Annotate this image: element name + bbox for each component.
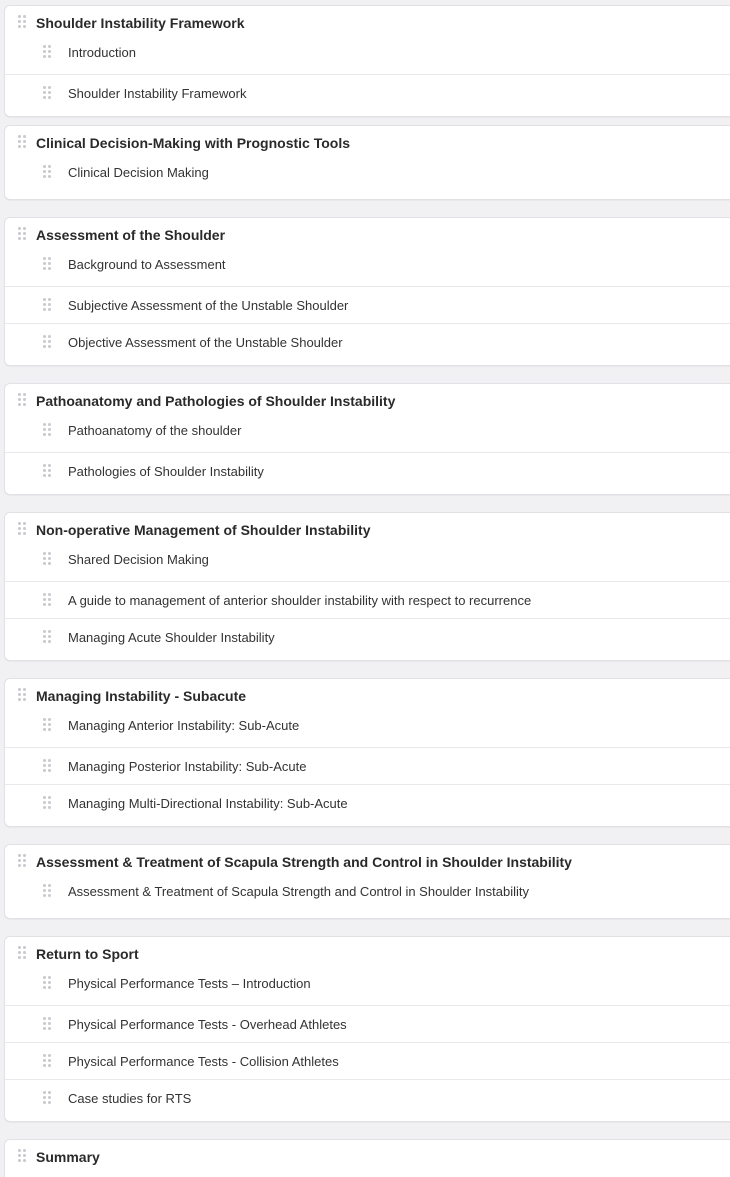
lesson-row[interactable] [5,784,730,821]
module-header[interactable] [5,384,730,416]
module-card[interactable] [4,217,730,366]
module-footer-spacer [5,360,730,365]
module-title: Assessment & Treatment of Scapula Strength and Control in Shoulder Instability [36,854,572,870]
lesson-row[interactable] [5,877,730,913]
drag-handle-icon[interactable] [18,135,26,149]
drag-handle-icon[interactable] [43,423,51,437]
lesson-title: Shared Decision Making [68,552,209,567]
drag-handle-icon[interactable] [18,393,26,407]
drag-handle-icon[interactable] [43,884,51,898]
drag-handle-icon[interactable] [18,15,26,29]
drag-handle-icon[interactable] [43,593,51,607]
lesson-row[interactable] [5,581,730,618]
drag-handle-icon[interactable] [18,522,26,536]
drag-handle-icon[interactable] [43,1091,51,1105]
drag-handle-icon[interactable] [43,45,51,59]
lesson-title: Shoulder Instability Framework [68,86,247,101]
drag-handle-icon[interactable] [18,854,26,868]
drag-handle-icon[interactable] [43,464,51,478]
drag-handle-icon[interactable] [43,630,51,644]
module-card[interactable] [4,383,730,495]
drag-handle-icon[interactable] [43,796,51,810]
module-header[interactable] [5,679,730,711]
lesson-title: Objective Assessment of the Unstable Shoulder [68,335,343,350]
lesson-title: Clinical Decision Making [68,165,209,180]
module-footer-spacer [5,194,730,199]
lesson-title: Physical Performance Tests - Overhead Athletes [68,1017,347,1032]
drag-handle-icon[interactable] [18,227,26,241]
lesson-row[interactable] [5,747,730,784]
lesson-row[interactable] [5,1005,730,1042]
lesson-title: Pathoanatomy of the shoulder [68,423,242,438]
module-title: Non-operative Management of Shoulder Instability [36,522,371,538]
lesson-title: Managing Acute Shoulder Instability [68,630,275,645]
lesson-title: Case studies for RTS [68,1091,192,1106]
lesson-title: Physical Performance Tests – Introduction [68,976,311,991]
lesson-title: Managing Anterior Instability: Sub-Acute [68,718,300,733]
lesson-row[interactable] [5,286,730,323]
module-header[interactable] [5,845,730,877]
lesson-title: Assessment & Treatment of Scapula Strength and Control in Shoulder Instability [68,884,530,899]
lesson-row[interactable] [5,545,730,581]
drag-handle-icon[interactable] [43,298,51,312]
module-header[interactable] [5,1140,730,1172]
module-footer-spacer [5,111,730,116]
lesson-row[interactable] [5,711,730,747]
lesson-title: Physical Performance Tests - Collision Athletes [68,1054,339,1069]
drag-handle-icon[interactable] [43,165,51,179]
module-card[interactable] [4,125,730,200]
drag-handle-icon[interactable] [43,976,51,990]
module-card[interactable] [4,844,730,919]
lesson-row[interactable] [5,618,730,655]
module-header[interactable] [5,218,730,250]
lesson-row[interactable] [5,323,730,360]
module-title: Managing Instability - Subacute [36,688,247,704]
lesson-row[interactable] [5,1042,730,1079]
module-title: Pathoanatomy and Pathologies of Shoulder Instability [36,393,396,409]
lesson-row[interactable] [5,1079,730,1116]
module-card[interactable] [4,678,730,827]
drag-handle-icon[interactable] [18,688,26,702]
drag-handle-icon[interactable] [43,1017,51,1031]
drag-handle-icon[interactable] [43,552,51,566]
lesson-title: Subjective Assessment of the Unstable Shoulder [68,298,349,313]
drag-handle-icon[interactable] [43,257,51,271]
module-card[interactable] [4,936,730,1122]
drag-handle-icon[interactable] [18,946,26,960]
module-title: Clinical Decision-Making with Prognostic Tools [36,135,350,151]
module-header[interactable] [5,126,730,158]
lesson-title: A guide to management of anterior shoulder instability with respect to recurrence [68,593,532,608]
lesson-title: Managing Multi-Directional Instability: Sub-Acute [68,796,348,811]
module-header[interactable] [5,937,730,969]
module-title: Return to Sport [36,946,139,962]
drag-handle-icon[interactable] [43,86,51,100]
module-footer-spacer [5,821,730,826]
lesson-title: Background to Assessment [68,257,226,272]
lesson-row[interactable] [5,416,730,452]
module-title: Shoulder Instability Framework [36,15,245,31]
module-footer-spacer [5,655,730,660]
module-header[interactable] [5,6,730,38]
module-card[interactable] [4,512,730,661]
drag-handle-icon[interactable] [43,335,51,349]
lesson-title: Introduction [68,45,136,60]
lesson-row[interactable] [5,250,730,286]
lesson-row[interactable] [5,158,730,194]
lesson-row[interactable] [5,969,730,1005]
lesson-row[interactable] [5,452,730,489]
module-title: Assessment of the Shoulder [36,227,226,243]
module-footer-spacer [5,913,730,918]
module-card[interactable] [4,5,730,117]
drag-handle-icon[interactable] [43,718,51,732]
module-card[interactable] [4,1139,730,1177]
module-header[interactable] [5,513,730,545]
lesson-title: Pathologies of Shoulder Instability [68,464,264,479]
module-title: Summary [36,1149,100,1165]
lesson-row[interactable] [5,38,730,74]
module-footer-spacer [5,1116,730,1121]
lesson-row[interactable] [5,74,730,111]
drag-handle-icon[interactable] [43,1054,51,1068]
drag-handle-icon[interactable] [43,759,51,773]
module-footer-spacer [5,489,730,494]
drag-handle-icon[interactable] [18,1149,26,1163]
lesson-title: Managing Posterior Instability: Sub-Acute [68,759,307,774]
